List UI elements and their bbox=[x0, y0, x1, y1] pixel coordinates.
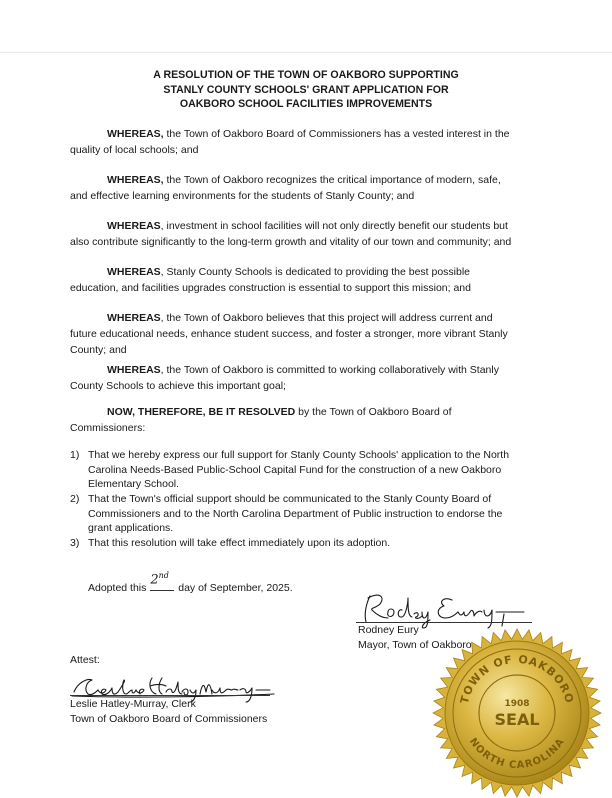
item-text: grant applications. bbox=[88, 522, 174, 535]
mayor-name: Rodney Eury bbox=[358, 624, 419, 636]
item-text: Carolina Needs-Based Public-School Capital Fund for the construction of a new Oakboro bbox=[88, 463, 502, 476]
paragraph-text: education, and facilities upgrades construction is essential to support this mission; and bbox=[70, 282, 471, 294]
seal-year: 1908 bbox=[504, 699, 530, 709]
paragraph-text: , the Town of Oakboro believes that this project will address current and bbox=[160, 312, 493, 324]
whereas-label: WHEREAS bbox=[107, 364, 161, 376]
paragraph-text: Commissioners: bbox=[70, 422, 146, 434]
item-number: 3) bbox=[70, 537, 80, 549]
item-text: Commissioners and to the North Carolina Department of Public instruction to endorse the bbox=[88, 507, 503, 520]
whereas-label: WHEREAS, bbox=[107, 174, 164, 186]
whereas-paragraph-4 bbox=[70, 264, 540, 296]
whereas-paragraph-6 bbox=[70, 362, 540, 394]
clerk-name: Leslie Hatley-Murray, Clerk bbox=[70, 698, 196, 710]
whereas-label: WHEREAS bbox=[107, 266, 161, 278]
paragraph-text: the Town of Oakboro Board of Commissioners has a vested interest in the bbox=[163, 128, 510, 140]
adopted-date-line bbox=[88, 571, 293, 594]
paragraph-text: County Schools to achieve this important goal; bbox=[70, 380, 286, 392]
clerk-org: Town of Oakboro Board of Commissioners bbox=[70, 713, 268, 725]
adopted-suffix: day of September, 2025. bbox=[178, 582, 293, 594]
attest-label: Attest: bbox=[70, 654, 100, 666]
whereas-paragraph-3 bbox=[70, 218, 540, 250]
paragraph-text: also contribute significantly to the long-term growth and vitality of our town and community; and bbox=[70, 236, 512, 248]
day-blank bbox=[150, 571, 174, 591]
resolution-title bbox=[70, 68, 542, 112]
resolved-paragraph bbox=[70, 404, 540, 436]
mayor-title: Mayor, Town of Oakboro bbox=[358, 639, 472, 651]
whereas-paragraph-2 bbox=[70, 172, 540, 204]
paragraph-text: , the Town of Oakboro is committed to working collaboratively with Stanly bbox=[160, 364, 499, 376]
paragraph-text: , Stanly County Schools is dedicated to providing the best possible bbox=[160, 266, 471, 278]
list-item bbox=[70, 492, 540, 536]
whereas-label: WHEREAS bbox=[107, 312, 161, 324]
item-text: That the Town's official support should be communicated to the Stanly County Board of bbox=[88, 493, 492, 505]
item-number: 2) bbox=[70, 493, 80, 505]
whereas-label: WHEREAS, bbox=[107, 128, 164, 140]
title-line-2: STANLY COUNTY SCHOOLS' GRANT APPLICATION FOR bbox=[163, 83, 449, 96]
paragraph-text: the Town of Oakboro recognizes the critical importance of modern, safe, bbox=[163, 174, 501, 186]
paragraph-text: by the Town of Oakboro Board of bbox=[295, 406, 452, 418]
seal-top-text: TOWN OF OAKBORO bbox=[457, 652, 577, 706]
title-line-1: A RESOLUTION OF THE TOWN OF OAKBORO SUPPORTING bbox=[153, 69, 459, 81]
title-line-3: OAKBORO SCHOOL FACILITIES IMPROVEMENTS bbox=[179, 98, 433, 110]
paragraph-text: , investment in school facilities will not only directly benefit our students but bbox=[160, 220, 508, 232]
item-number: 1) bbox=[70, 449, 80, 461]
paragraph-text: and effective learning environments for the students of Stanly County; and bbox=[70, 190, 415, 202]
list-item bbox=[70, 536, 540, 551]
handwritten-day: 2nd bbox=[150, 571, 169, 588]
seal-bottom-text: NORTH CAROLINA bbox=[466, 736, 568, 772]
whereas-label: WHEREAS bbox=[107, 220, 161, 232]
whereas-paragraph-5 bbox=[70, 310, 540, 358]
adopted-prefix: Adopted this bbox=[88, 582, 147, 594]
item-text: That this resolution will take effect immediately upon its adoption. bbox=[88, 537, 391, 549]
whereas-paragraph-1 bbox=[70, 126, 540, 158]
paragraph-text: future educational needs, enhance student success, and foster a stronger, more vibrant Stanly bbox=[70, 328, 508, 340]
item-text: That we hereby express our full support for Stanly County Schools' application to the North bbox=[88, 449, 510, 461]
page-top-rule bbox=[0, 52, 612, 53]
seal-center-text: SEAL bbox=[494, 710, 540, 729]
item-text: Elementary School. bbox=[88, 478, 180, 491]
paragraph-text: County; and bbox=[70, 344, 127, 356]
clerk-signature-line bbox=[70, 695, 270, 696]
list-item bbox=[70, 448, 540, 492]
paragraph-text: quality of local schools; and bbox=[70, 144, 199, 156]
clerk-signature-block bbox=[70, 697, 267, 727]
resolved-label: NOW, THEREFORE, BE IT RESOLVED bbox=[107, 406, 296, 418]
gold-seal bbox=[432, 628, 602, 798]
